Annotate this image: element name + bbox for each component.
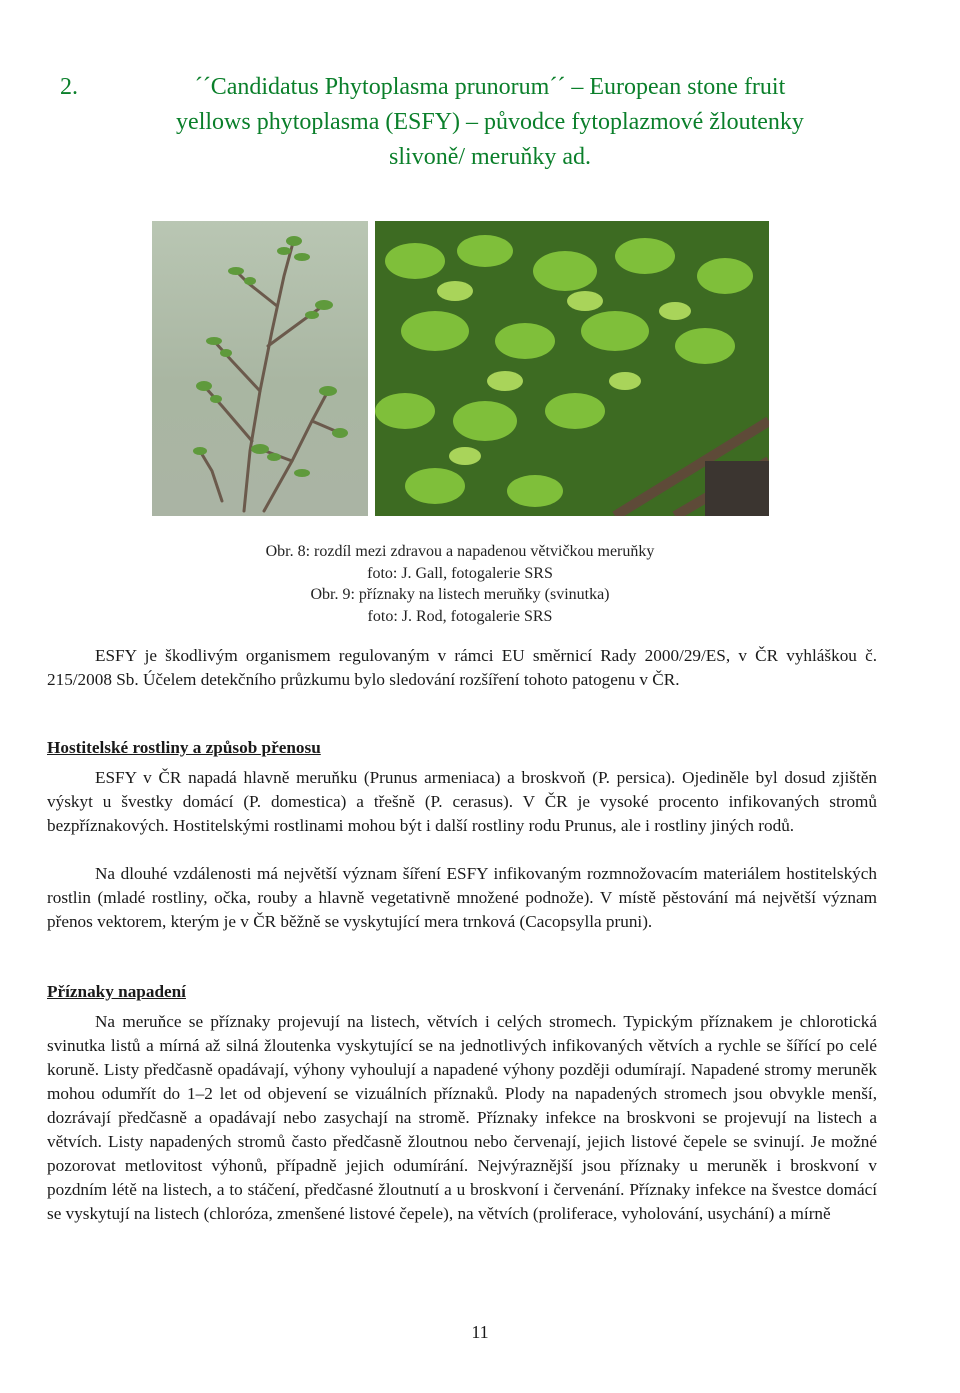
heading-number: 2. bbox=[60, 74, 78, 100]
page-number: 11 bbox=[471, 1322, 489, 1342]
figure-apricot-twigs bbox=[152, 221, 368, 516]
hosts-paragraph-1: ESFY v ČR napadá hlavně meruňku (Prunus armeniaca) a broskvoň (P. persica). Ojediněle byl dosud zjištěn výskyt u švestky domácí (P. domestica) a třešně (P. cerasus). V ČR je vysoké procento infikovaných stromů bezpříznakových. Hostitelskými rostlinami mohou být i další rostliny rodu Prunus, ale i rostliny jiných rodů. bbox=[47, 768, 877, 835]
symptoms-paragraph: Na meruňce se příznaky projevují na listech, větvích i celých stromech. Typickým příznakem je chlorotická svinutka listů a mírná až silná žloutenka vyskytující se na jednotlivých infikovaných větvích a rychle se šířící po celé koruně. Listy předčasně opadávají, výhony vyhoulují a napadené výhony později odumírají. Napadené stromy meruněk mohou odumřít do 1–2 let od objevení se vizuálních příznaků. Plody na napadených stromech jsou obvykle menší, dozrávají předčasně a opadávají nebo zasychají na stromě. Příznaky infekce na broskvoni se projevují na listech a větvích. Listy napadených stromů často předčasně žloutnou nebo červenají, jejich listové čepele se svinují. Je možné pozorovat metlovitost výhonů, případně jejich odumírání. Nejvýraznější jsou příznaky u meruněk i broskvoní v pozdním létě na listech, a to stáčení, předčasné žloutnutí a u broskvoní i červenání. Příznaky infekce na švestce domácí se vyskytují na listech (chloróza, zmenšené listové čepele), na větvích (proliferace, vyholování, usychání) a mírně bbox=[47, 1012, 877, 1223]
heading-line-3: slivoně/ meruňky ad. bbox=[389, 144, 591, 170]
figure-8-caption: Obr. 8: rozdíl mezi zdravou a napadenou větvičkou meruňky bbox=[265, 543, 655, 560]
section-title-symptoms: Příznaky napadení bbox=[47, 982, 186, 1001]
figure-apricot-leaves bbox=[375, 221, 769, 516]
figure-8-credit: foto: J. Gall, fotogalerie SRS bbox=[367, 565, 553, 582]
heading-line-1: ´´Candidatus Phytoplasma prunorum´´ – European stone fruit bbox=[194, 74, 786, 100]
heading-line-2: yellows phytoplasma (ESFY) – původce fytoplazmové žloutenky bbox=[176, 109, 804, 135]
section-title-hosts: Hostitelské rostliny a způsob přenosu bbox=[47, 738, 321, 757]
figure-9-credit: foto: J. Rod, fotogalerie SRS bbox=[367, 608, 553, 625]
figure-9-caption: Obr. 9: příznaky na listech meruňky (svinutka) bbox=[310, 586, 610, 603]
hosts-paragraph-2: Na dlouhé vzdálenosti má největší význam šíření ESFY infikovaným rozmnožovacím materiálem hostitelských rostlin (mladé rostliny, očka, rouby a hlavně vegetativně množené podnože). V místě pěstování má největší význam přenos vektorem, kterým je v ČR běžně se vyskytující mera trnková (Cacopsylla pruni). bbox=[47, 864, 877, 931]
intro-paragraph: ESFY je škodlivým organismem regulovaným v rámci EU směrnicí Rady 2000/29/ES, v ČR vyhláškou č. 215/2008 Sb. Účelem detekčního průzkumu bylo sledování rozšíření tohoto patogenu v ČR. bbox=[47, 646, 877, 689]
document-heading bbox=[60, 70, 920, 175]
